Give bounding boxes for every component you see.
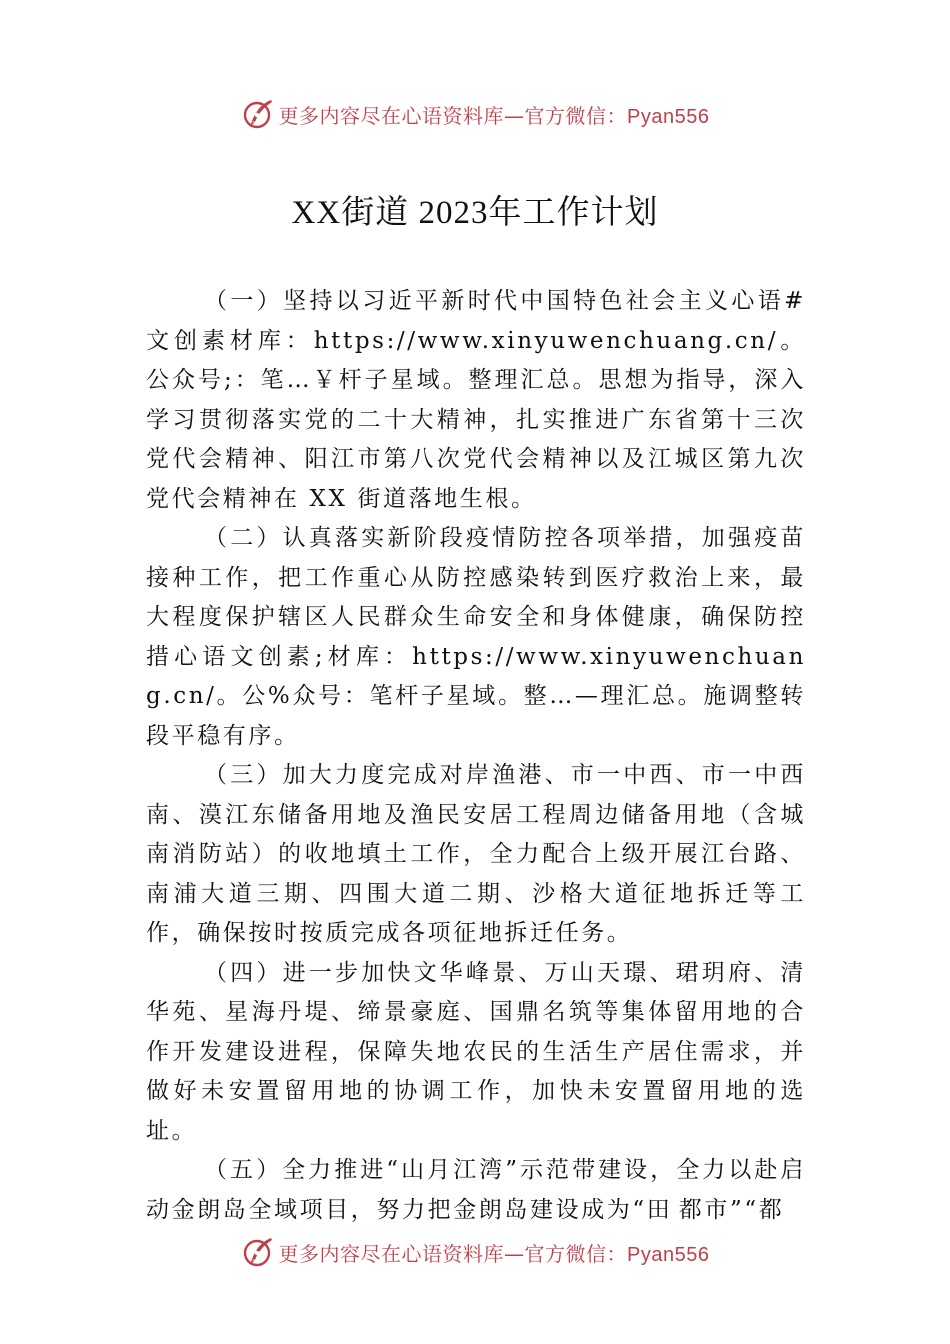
header-watermark-banner: [0, 92, 950, 136]
paragraph-1: （一）坚持以习近平新时代中国特色社会主义心语#文创素材库：https://www.xinyuwenchuang.cn/。公众号;：笔…￥杆子星域。整理汇总。思想为指导，深入学习贯彻落实党的二十大精神，扎实推进广东省第十三次党代会精神、阳江市第八次党代会精神以及江城区第九次党代会精神在 XX 街道落地生根。: [146, 288, 806, 512]
footer-watermark-banner: [0, 1230, 950, 1274]
watermark-text: [279, 100, 710, 129]
quill-pen-logo-icon: [241, 1235, 275, 1269]
document-title: XX街道 2023年工作计划: [291, 195, 659, 231]
watermark-text-cn: 更多内容尽在心语资料库—官方微信：: [278, 103, 628, 128]
watermark-text-cn: 更多内容尽在心语资料库—官方微信：: [278, 1241, 628, 1266]
watermark-wechat-id: Pyan556: [627, 1243, 710, 1266]
paragraph-4: （四）进一步加快文华峰景、万山天璟、珺玥府、清华苑、星海丹堤、缔景豪庭、国鼎名筑等集体留用地的合作开发建设进程，保障失地农民的生活生产居住需求，并做好未安置留用地的协调工作，加快未安置留用地的选址。: [146, 959, 806, 1144]
quill-pen-logo-icon: [241, 97, 275, 131]
paragraph-3: （三）加大力度完成对岸渔港、市一中西、市一中西南、漠江东储备用地及渔民安居工程周边储备用地（含城南消防站）的收地填土工作，全力配合上级开展江台路、南浦大道三期、四围大道二期、沙格大道征地拆迁等工作，确保按时按质完成各项征地拆迁任务。: [146, 762, 806, 946]
paragraph-2: （二）认真落实新阶段疫情防控各项举措，加强疫苗接种工作，把工作重心从防控感染转到医疗救治上来，最大程度保护辖区人民群众生命安全和身体健康，确保防控措心语文创素;材库：https://www.xinyuwenchuang.cn/。公%众号：笔杆子星域。整…—理汇总。施调整转段平稳有序。: [146, 525, 806, 749]
paragraph-5: （五）全力推进“山月江湾”示范带建设，全力以赴启动金朗岛全域项目，努力把金朗岛建设成为“田 都市”“都: [146, 1157, 806, 1223]
document-body: [146, 282, 806, 1230]
watermark-wechat-id: Pyan556: [627, 105, 710, 128]
watermark-text: [279, 1238, 710, 1267]
